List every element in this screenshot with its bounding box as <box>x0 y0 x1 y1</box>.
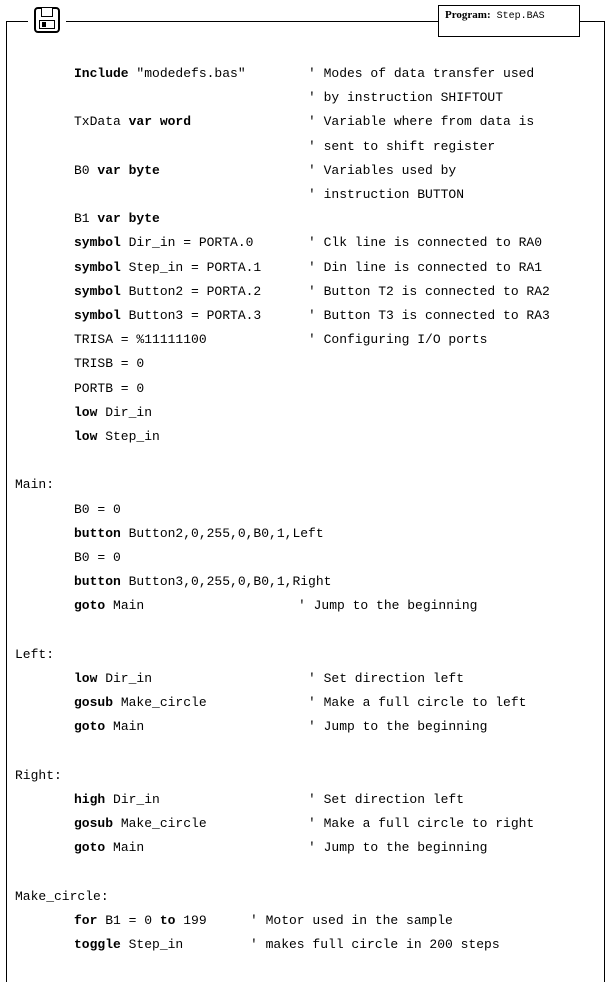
code-line <box>15 647 54 663</box>
code-text: B0 <box>74 162 98 178</box>
code-text: Step_in = PORTA.1 <box>120 259 262 275</box>
program-name: Step.BAS <box>496 11 545 22</box>
code-text: Main <box>105 598 145 614</box>
keyword: to <box>159 913 176 928</box>
program-label: Program: <box>445 9 491 21</box>
code-comment: ' by instruction SHIFTOUT <box>308 90 504 106</box>
code-line <box>74 381 144 397</box>
code-text: Main <box>105 840 145 856</box>
code-comment: ' Jump to the beginning <box>308 719 488 735</box>
code-text: "modedefs.bas" <box>128 66 246 81</box>
program-tab <box>438 5 580 37</box>
code-text: Right: <box>15 767 62 783</box>
code-line <box>74 332 207 348</box>
code-line <box>74 913 207 929</box>
keyword: goto <box>74 598 106 614</box>
code-line <box>74 574 331 590</box>
keyword: low <box>74 671 98 686</box>
code-comment: ' Din line is connected to RA1 <box>308 259 543 275</box>
code-comment: ' Button T2 is connected to RA2 <box>308 283 550 299</box>
code-comment: ' Set direction left <box>308 792 465 807</box>
keyword: goto <box>74 719 106 735</box>
code-text: Button3 = PORTA.3 <box>120 308 262 323</box>
code-text: TRISA = %11111100 <box>74 332 207 348</box>
code-line <box>74 114 191 130</box>
code-comment: ' Variable where from data is <box>308 114 535 130</box>
code-comment: ' Button T3 is connected to RA3 <box>308 308 550 323</box>
keyword: gosub <box>74 695 114 711</box>
code-line <box>74 163 160 179</box>
keyword: var byte <box>97 211 160 227</box>
code-text: Make_circle <box>113 695 207 711</box>
code-line <box>74 235 253 251</box>
keyword: gosub <box>74 816 114 832</box>
code-line <box>74 550 121 566</box>
code-text: Step_in <box>120 937 184 953</box>
code-line <box>15 768 62 784</box>
code-comment: ' Motor used in the sample <box>250 913 453 928</box>
code-text: Dir_in <box>97 671 153 686</box>
code-line <box>74 937 183 953</box>
code-text: Dir_in = PORTA.0 <box>120 235 254 251</box>
code-text: Left: <box>15 646 55 662</box>
code-text: Main: <box>15 477 55 493</box>
code-comment: ' Jump to the beginning <box>308 840 488 856</box>
code-line <box>74 308 261 324</box>
keyword: symbol <box>74 235 121 251</box>
code-comment: ' Make a full circle to left <box>308 695 527 711</box>
code-line <box>74 598 144 614</box>
disk-notch <box>42 22 46 27</box>
code-text: Button2,0,255,0,B0,1,Left <box>120 525 324 541</box>
code-line <box>74 719 144 735</box>
code-line <box>74 260 261 276</box>
floppy-disk-icon[interactable] <box>34 7 60 33</box>
code-text: Step_in <box>97 429 160 444</box>
code-line <box>74 284 261 300</box>
code-comment: ' Configuring I/O ports <box>308 332 488 348</box>
code-text: Dir_in <box>105 792 160 807</box>
code-comment: ' instruction BUTTON <box>308 187 465 202</box>
keyword: low <box>74 404 98 420</box>
code-text: 199 <box>175 913 207 928</box>
code-text: TRISB = 0 <box>74 356 145 372</box>
code-text: B0 = 0 <box>74 501 121 517</box>
code-line <box>74 792 160 808</box>
code-comment: ' Make a full circle to right <box>308 816 535 832</box>
code-comment: ' Jump to the beginning <box>298 598 478 614</box>
keyword: var word <box>128 114 192 130</box>
code-line <box>74 671 152 687</box>
code-text: Main <box>105 719 145 735</box>
keyword: toggle <box>74 937 121 953</box>
keyword: button <box>74 525 121 541</box>
code-line <box>74 816 207 832</box>
code-line <box>74 211 160 227</box>
code-text: Button2 = PORTA.2 <box>120 283 262 299</box>
code-comment: ' Modes of data transfer used <box>308 66 535 81</box>
code-text: Dir_in <box>97 404 153 420</box>
code-line <box>74 840 144 856</box>
disk-shutter <box>41 8 53 17</box>
code-text: B0 = 0 <box>74 550 121 565</box>
code-line <box>74 526 324 542</box>
code-line <box>74 695 207 711</box>
code-comment: ' Clk line is connected to RA0 <box>308 235 543 251</box>
code-comment: ' makes full circle in 200 steps <box>250 937 500 953</box>
keyword: symbol <box>74 308 121 323</box>
keyword: var byte <box>97 162 160 178</box>
code-line <box>74 356 144 372</box>
code-text: B1 <box>74 211 98 227</box>
code-text: Button3,0,255,0,B0,1,Right <box>120 574 332 590</box>
keyword: symbol <box>74 259 121 275</box>
code-line <box>74 502 121 518</box>
code-line <box>15 477 54 493</box>
keyword: button <box>74 574 121 590</box>
code-comment: ' Set direction left <box>308 671 465 686</box>
code-line <box>15 889 109 905</box>
keyword: Include <box>74 66 129 81</box>
keyword: high <box>74 792 106 807</box>
code-comment: ' sent to shift register <box>308 138 496 154</box>
keyword: low <box>74 429 98 444</box>
code-comment: ' Variables used by <box>308 162 457 178</box>
code-text: Make_circle: <box>15 888 109 904</box>
keyword: for <box>74 913 98 928</box>
keyword: goto <box>74 840 106 856</box>
code-text: Make_circle <box>113 816 207 832</box>
code-line <box>74 405 152 421</box>
code-line <box>74 429 160 445</box>
code-text: PORTB = 0 <box>74 380 145 396</box>
code-text: TxData <box>74 114 129 130</box>
code-text: B1 = 0 <box>97 913 160 928</box>
code-line <box>74 66 246 82</box>
keyword: symbol <box>74 283 121 299</box>
